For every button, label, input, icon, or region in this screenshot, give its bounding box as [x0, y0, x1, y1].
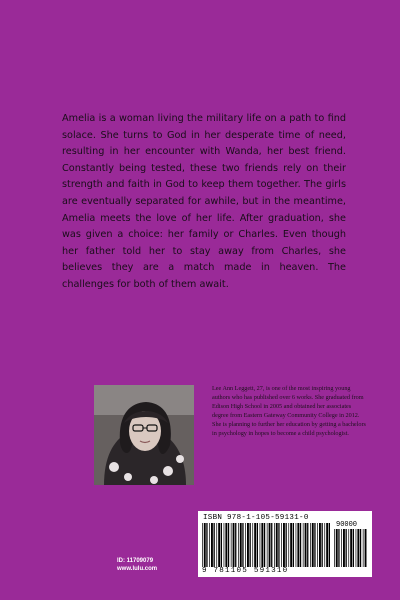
barcode-bar — [211, 523, 213, 567]
barcode-bar — [206, 523, 207, 567]
barcode-digits: 9 781105 591310 — [202, 567, 289, 575]
barcode-bar — [214, 523, 215, 567]
barcode-bar — [278, 523, 279, 567]
barcode-bar — [350, 529, 352, 567]
barcode-bar — [242, 523, 243, 567]
barcode-bar — [245, 523, 246, 567]
barcode-bar — [252, 523, 253, 567]
barcode-bar — [233, 523, 235, 567]
barcode-bar — [224, 523, 225, 567]
barcode-bar — [317, 523, 318, 567]
barcode-bar — [225, 523, 227, 567]
barcode-bar — [365, 529, 367, 567]
barcode-bar — [341, 529, 342, 567]
barcode-bar — [261, 523, 263, 567]
barcode-bar — [218, 523, 220, 567]
barcode-bar — [271, 523, 272, 567]
barcode-bar — [348, 529, 349, 567]
barcode-bar — [267, 523, 268, 567]
barcode-bar — [314, 523, 315, 567]
barcode-bar — [322, 523, 323, 567]
ean-barcode-bars — [202, 523, 330, 567]
barcode-bar — [336, 529, 338, 567]
barcode-bar — [326, 523, 328, 567]
barcode-bar — [281, 523, 282, 567]
barcode-bar — [260, 523, 261, 567]
book-synopsis: Amelia is a woman living the military life on a path to find solace. She turns to God in her desperate time of need, resulting in her encounter with Wanda, her best friend. Constantly being tested, these two friends rely on their strength and faith in God to keep them together. The girls are eventually separated for awhile, but in the meantime, Amelia meets the love of her life. After graduation, she was given a choice: her family or Charles. Even though her father told her to stay away from Charles, she believes they are a match made in heaven. The challenges for both of them await. — [62, 113, 346, 290]
barcode-bar — [216, 523, 217, 567]
isbn-label: ISBN 978-1-105-59131-0 — [203, 514, 309, 522]
publisher-url: www.lulu.com — [117, 566, 158, 572]
barcode-bar — [324, 523, 325, 567]
barcode-bar — [231, 523, 232, 567]
barcode-bar — [346, 529, 347, 567]
barcode-bar — [202, 523, 203, 567]
barcode-bar — [310, 523, 311, 567]
barcode-bar — [250, 523, 251, 567]
publisher-info — [117, 557, 157, 573]
barcode-bar — [357, 529, 359, 567]
barcode-bar — [297, 523, 299, 567]
barcode-bar — [257, 523, 258, 567]
barcode-bar — [247, 523, 249, 567]
barcode-bar — [305, 523, 307, 567]
barcode-bar — [288, 523, 289, 567]
barcode-bar — [264, 523, 265, 567]
author-portrait-image — [94, 385, 194, 485]
barcode-bar — [338, 529, 339, 567]
barcode-bar — [204, 523, 206, 567]
barcode-bar — [319, 523, 321, 567]
barcode-bar — [254, 523, 256, 567]
barcode-bar — [329, 523, 330, 567]
barcode-bar — [363, 529, 364, 567]
barcode-bar — [274, 523, 275, 567]
addon-barcode-bars — [334, 529, 368, 573]
barcode-bar — [356, 529, 357, 567]
barcode-bar — [276, 523, 278, 567]
barcode-bar — [353, 529, 354, 567]
author-photo — [94, 385, 194, 485]
barcode-bar — [228, 523, 229, 567]
author-biography: Lee Ann Leggett, 27, is one of the most inspiring young authors who has published over 6 works. She graduated from Edison High School in 2005 and obtained her associates degree from Eastern Gateway Community College in 2012. She is planning to further her education by getting a bachelors in psychology in hopes to become a child psychologist. — [212, 385, 366, 437]
barcode-bar — [235, 523, 236, 567]
barcode-bar — [221, 523, 222, 567]
barcode-bar — [290, 523, 292, 567]
barcode-bar — [293, 523, 294, 567]
barcode-bar — [300, 523, 301, 567]
barcode-bar — [286, 523, 287, 567]
barcode-bar — [343, 529, 345, 567]
barcode-bar — [240, 523, 242, 567]
barcode-bar — [307, 523, 308, 567]
barcode-bar — [238, 523, 239, 567]
isbn-barcode — [198, 511, 372, 577]
barcode-bar — [269, 523, 271, 567]
publisher-id: ID: 11709079 — [117, 558, 154, 564]
barcode-bar — [334, 529, 335, 567]
barcode-bar — [360, 529, 361, 567]
barcode-bar — [303, 523, 304, 567]
price-code: 90000 — [336, 521, 358, 529]
barcode-bar — [312, 523, 314, 567]
barcode-bar — [209, 523, 210, 567]
barcode-bar — [283, 523, 285, 567]
barcode-bar — [296, 523, 297, 567]
